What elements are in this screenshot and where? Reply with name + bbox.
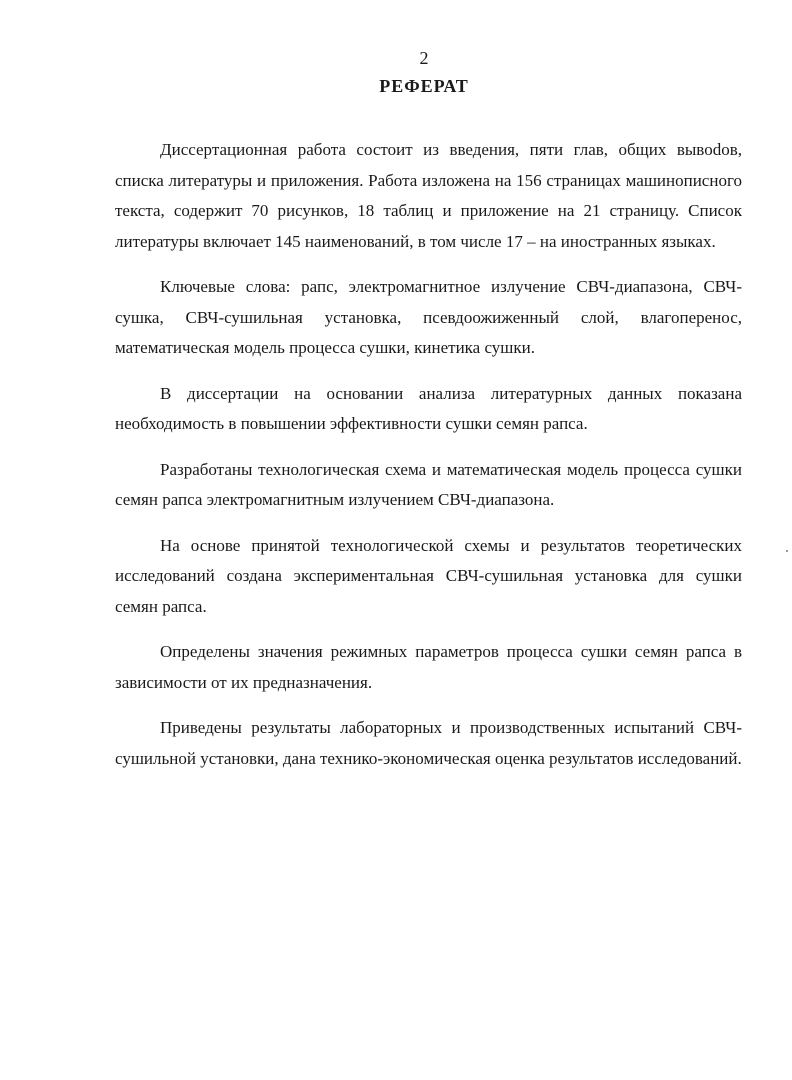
paragraph-keywords: Ключевые слова: рапс, электромагнитное излучение СВЧ-диапазона, СВЧ-сушка, СВЧ-сушильная установка, псевдоожиженный слой, влагоперенос, математическая модель процесса сушки, кинетика сушки. <box>115 277 742 357</box>
abstract-body <box>115 135 742 789</box>
paragraph-experimental-setup: На основе принятой технологической схемы и результатов теоретических исследований создана экспериментальная СВЧ-сушильная установка для сушки семян рапса. <box>115 535 742 616</box>
paragraph-scheme-model: Разработаны технологическая схема и математическая модель процесса сушки семян рапса электромагнитным излучением СВЧ-диапазона. <box>115 459 742 509</box>
page-number: 2 <box>419 48 429 68</box>
paragraph-results: Приведены результаты лабораторных и производственных испытаний СВЧ-сушильной установки, дана технико-экономическая оценка результатов исследований. <box>115 718 742 768</box>
paragraph-structure: Диссертационная работа состоит из введения, пяти глав, общих вывоdов, списка литературы и приложения. Работа изложена на 156 страницах машинописного текста, содержит 70 рисунков, 18 таблиц и приложение на 21 страницу. Список литературы включает 145 наименований, в том числе 17 – на иностранных языках. <box>115 140 742 251</box>
scan-speck <box>786 550 788 552</box>
page-title: РЕФЕРАТ <box>379 76 469 96</box>
paragraph-parameters: Определены значения режимных параметров процесса сушки семян рапса в зависимости от их предназначения. <box>115 642 742 692</box>
paragraph-analysis: В диссертации на основании анализа литературных данных показана необходимость в повышении эффективности сушки семян рапса. <box>115 383 742 433</box>
